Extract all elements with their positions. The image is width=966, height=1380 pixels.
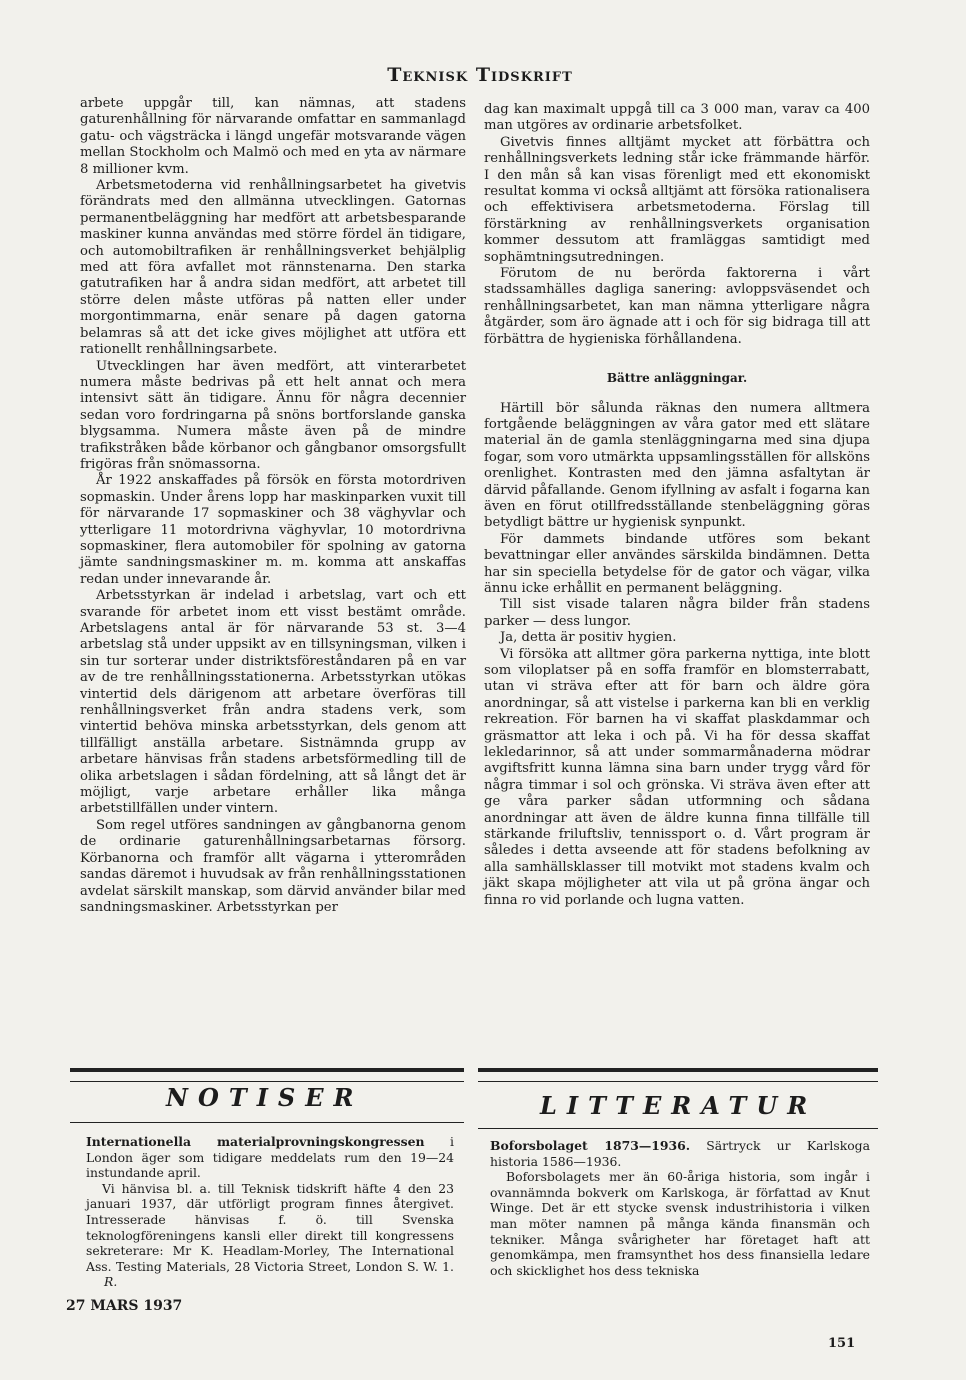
litteratur-body: [490, 1138, 870, 1278]
paragraph: För dammets bindande utföres som bekant bevattningar eller användes särskilda bindämnen. Detta har sin speciella betydelse för de gator och vägar, vilka ännu icke erhållit en permanent beläggning.: [484, 531, 870, 596]
paragraph: Härtill bör sålunda räknas den numera alltmera fortgående beläggningen av våra gator med ett slätare material än de gamla stenläggningarna med sina djupa fogar, som voro utmärkta uppsamlingsställen för allsköns orenlighet. Kontrasten med den jämna asfaltytan är därvid påfallande. Genom ifyllning av asfalt i fogarna kan även en förut otillfredsställande stenbeläggning göras betydligt bättre ur hygienisk synpunkt.: [484, 400, 870, 531]
page-number: 151: [828, 1336, 856, 1351]
paragraph: Vi försöka att alltmer göra parkerna nyttiga, inte blott som viloplatser på en soffa framför en blomsterrabatt, utan vi sträva efter att för barn och äldre göra anordningar, så att vistelse i parkerna kan bli en verklig rekreation. För barnen ha vi skaffat plaskdammar och gräsmattor att leka i och på. Vi ha för dessa skaffat lekledarinnor, så att under sommarmånaderna mödrar avgiftsfritt kunna lämna sina barn under trygg vård för några timmar i sol och grönska. Vi sträva även efter att ge våra parker sådan utformning och sådana anordningar att även de äldre kunna finna tillfälle till stärkande friluftsliv, tennissport o. d. Vårt program är således i detta avseende att för stadens befolkning av alla samhällsklasser till motvikt mot stadens kvalm och jäkt skapa möjligheter att vila ut på gröna ängar och finna ro vid porlande och lugna vatten.: [484, 646, 870, 908]
paragraph: Som regel utföres sandningen av gångbanorna genom de ordinarie gaturenhållningsarbetarnas försorg. Körbanorna och framför allt vägarna i ytterområden sandas däremot i huvudsak av från renhållningsstationen avdelat särskilt manskap, som därvid använder bilar med sandningsmaskiner. Arbetsstyrkan per: [80, 817, 466, 915]
litteratur-top-rule: [478, 1068, 878, 1082]
notice-signature: R.: [104, 1274, 118, 1290]
litteratur-heading: LITTERATUR: [540, 1091, 818, 1120]
section-subheading: Bättre anläggningar.: [606, 371, 748, 386]
paragraph: Till sist visade talaren några bilder från stadens parker — dess lungor.: [484, 597, 870, 629]
review-title: Boforsbolaget 1873—1936.: [490, 1138, 691, 1153]
notiser-heading: NOTISER: [166, 1083, 364, 1112]
notice-title: Internationella materialprovningskongressen: [86, 1134, 425, 1149]
journal-title: Teknisk Tidskrift: [387, 64, 573, 86]
paragraph: Arbetsstyrkan är indelad i arbetslag, vart och ett svarande för arbetet inom ett visst bestämt område. Arbetslagens antal är för närvarande 53 st. 3—4 arbetslag stå under uppsikt av en tillsyningsman, vilken i sin tur sorterar under distriktsföreståndaren på en var av de tre renhållningsstationerna. Arbetsstyrkan utökas vintertid dels därigenom att arbetare överföras till renhållningsverket från andra stadens verk, som vintertid behöva minska arbetsstyrkan, dels genom att tillfälligt anställa arbetare. Sistnämnda grupp av arbetare hänvisas från stadens arbetsförmedling till de olika arbetslagen i sådan fördelning, att så långt det är möjligt, varje arbetare erhåller lika många arbetstillfällen under vintern.: [80, 588, 466, 817]
notice-paragraph: [86, 1134, 454, 1181]
issue-date: 27 MARS 1937: [66, 1298, 183, 1314]
notice-text: Vi hänvisa bl. a. till Teknisk tidskrift häfte 4 den 23 januari 1937, där utförligt program finnes återgivet. Intresserade hänvisas f. ö. till Svenska teknologföreningens kansli eller direkt till kongressens sekreterare: Mr K. Headlam-Morley, The International Ass. Testing Materials, 28 Victoria Street, London S. W. 1.: [86, 1180, 454, 1274]
paragraph: Utvecklingen har även medfört, att vinterarbetet numera måste bedrivas på ett helt annat och mera intensivt sätt än tidigare. Ännu för några decennier sedan voro fordringarna på snöns bortforslande ganska blygsamma. Numera måste även på de mindre trafikstråken både körbanor och gångbanor omsorgsfullt frigöras från snömassorna.: [80, 358, 466, 472]
left-column: [80, 96, 466, 916]
right-column: [484, 102, 870, 909]
paragraph: dag kan maximalt uppgå till ca 3 000 man, varav ca 400 man utgöres av ordinarie arbetsfolket.: [484, 102, 870, 134]
litteratur-bottom-rule: [478, 1128, 878, 1129]
notiser-bottom-rule: [70, 1122, 464, 1123]
review-paragraph: Boforsbolagets mer än 60-åriga historia, som ingår i ovannämnda bokverk om Karlskoga, är författad av Knut Winge. Det är ett stycke svensk industrihistoria i vilken man möter namnen på många kända finansmän och tekniker. Många svårigheter har företaget haft att genomkämpa, men framsynthet hos dess finansiella ledare och skicklighet hos dess tekniska: [490, 1169, 870, 1278]
paragraph: Förutom de nu berörda faktorerna i vårt stadssamhälles dagliga sanering: avloppsväsendet och renhållningsarbetet, kan man nämna ytterligare några åtgärder, som äro ägnade att i och för sig bidraga till att förbättra de hygieniska förhållandena.: [484, 266, 870, 347]
paragraph: År 1922 anskaffades på försök en första motordriven sopmaskin. Under årens lopp har maskinparken vuxit till för närvarande 17 sopmaskiner och 38 väghyvlar och ytterligare 11 motordrivna väghyvlar, 10 motordrivna sopmaskiner, flera automobiler för spolning av gatorna jämte sandningsmaskiner m. m. komma att anskaffas redan under innevarande år.: [80, 473, 466, 587]
notice-paragraph: [86, 1181, 454, 1290]
notiser-top-rule: [70, 1068, 464, 1082]
notice-lead-text: i London äger som tidigare meddelats rum den 19—24 instundande april.: [86, 1134, 454, 1181]
review-paragraph: [490, 1138, 870, 1169]
paragraph: Ja, detta är positiv hygien.: [500, 630, 677, 646]
review-lead-text: Särtryck ur Karlskoga historia 1586—1936.: [490, 1138, 870, 1169]
paragraph: Givetvis finnes alltjämt mycket att förbättra och renhållningsverkets ledning står icke främmande härför. I den mån så kan visas förenligt med ett ekonomiskt resultat komma vi också alltjämt att försöka rationalisera och effektivisera arbetsmetoderna. Förslag till förstärkning av renhållningsverkets organisation kommer dessutom att framläggas samtidigt med sophämtningsutredningen.: [484, 134, 870, 265]
paragraph: Arbetsmetoderna vid renhållningsarbetet ha givetvis förändrats med den allmänna utvecklingen. Gatornas permanentbeläggning har medfört att arbetsbesparande maskiner kunna användas med större fördel än tidigare, och automobiltrafiken är renhållningsverket behjälplig med att föra avfallet mot rännstenarna. Den starka gatutrafiken har å andra sidan medfört, att arbetet till större delen måste utföras på natten eller under morgontimmarna, enär senare på dagen gatorna belamras så att det icke gives möjlighet att utföra ett rationellt renhållningsarbete.: [80, 178, 466, 358]
notiser-body: [86, 1134, 454, 1290]
paragraph: arbete uppgår till, kan nämnas, att stadens gaturenhållning för närvarande omfattar en sammanlagd gatu- och vägsträcka i längd ungefär motsvarande vägen mellan Stockholm och Malmö och med en yta av närmare 8 millioner kvm.: [80, 96, 466, 177]
